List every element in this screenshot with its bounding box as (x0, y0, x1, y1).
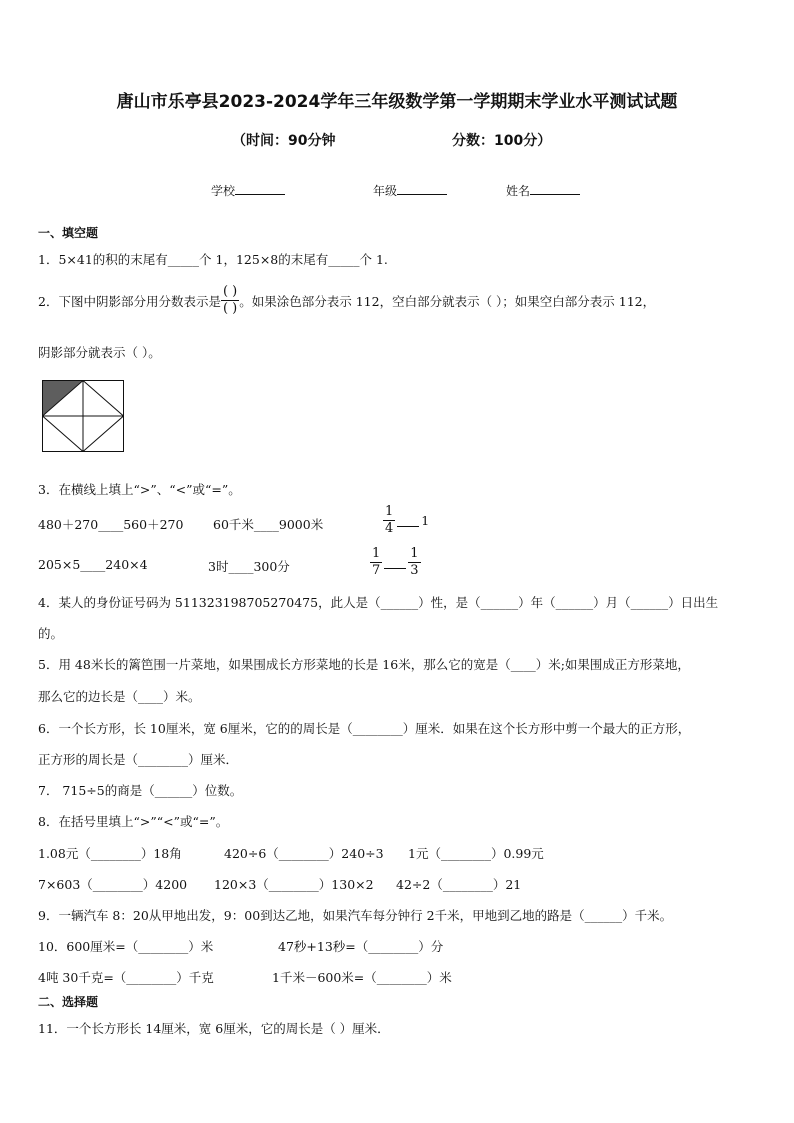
q3-row1-c-tail: 1 (421, 513, 430, 528)
section-2-title: 二、选择题 (38, 995, 99, 1009)
q8-row1-a: 1.08元（________）18角 (38, 846, 182, 861)
q10-d: 1千米－600米=（________）米 (272, 970, 452, 985)
q10-c: 4吨 30千克=（________）千克 (38, 970, 214, 985)
fraction-numerator: ( ) (222, 284, 238, 299)
q10-a: 10．600厘米=（________）米 (38, 939, 214, 954)
q8-row1-b: 420÷6（________）240÷3 (224, 846, 384, 861)
question-2-prefix: 2．下图中阴影部分用分数表示是 (38, 293, 221, 309)
grade-field (373, 182, 447, 199)
school-field (211, 182, 285, 199)
name-field (506, 182, 580, 199)
question-1: 1．5×41的积的末尾有_____个 1，125×8的末尾有_____个 1. (38, 252, 388, 267)
q3-row2-a: 205×5____240×4 (38, 557, 148, 572)
q3-row1-c (383, 504, 429, 537)
question-4-line-2: 的。 (38, 626, 64, 641)
fraction-denominator: 3 (410, 563, 419, 578)
q3-row1-a: 480＋270____560＋270 (38, 517, 184, 532)
q3-fraction-1-4 (383, 504, 395, 537)
name-label: 姓名 (506, 184, 531, 198)
question-2-suffix: 。如果涂色部分表示 112，空白部分就表示（ ）；如果空白部分表示 112， (239, 293, 656, 309)
square-diagram (42, 380, 124, 452)
question-2-fraction (221, 284, 239, 317)
q8-row2-c: 42÷2（________）21 (396, 877, 522, 892)
q3-fraction-1-3 (408, 546, 420, 579)
school-blank[interactable] (235, 182, 285, 195)
q10-b: 47秒+13秒=（________）分 (278, 939, 444, 954)
question-5-line-2: 那么它的边长是（____）米。 (38, 689, 201, 704)
fraction-numerator: 1 (385, 504, 394, 519)
question-5: 5．用 48米长的篱笆围一片菜地，如果围成长方形菜地的长是 16米，那么它的宽是（____）米;如果围成正方形菜地， (38, 657, 690, 672)
q3-row2-c-blank[interactable] (384, 556, 406, 569)
grade-blank[interactable] (397, 182, 447, 195)
question-4: 4．某人的身份证号码为 511323198705270475，此人是（______）性，是（______）年（______）月（______）日出生 (38, 595, 719, 610)
q8-row2-b: 120×3（________）130×2 (214, 877, 374, 892)
q3-fraction-1-7 (370, 546, 382, 579)
section-1-title: 一、填空题 (38, 226, 99, 240)
q8-row2-a: 7×603（________）4200 (38, 877, 188, 892)
fraction-denominator: 4 (385, 521, 394, 536)
page-title: 唐山市乐亭县2023-2024学年三年级数学第一学期期末学业水平测试试题 (116, 92, 678, 112)
question-6-line-2: 正方形的周长是（________）厘米． (38, 752, 239, 767)
q3-row1-b: 60千米____9000米 (213, 517, 324, 532)
exam-time: （时间：90分钟 (232, 133, 336, 149)
fraction-denominator: ( ) (222, 301, 238, 316)
question-8: 8．在括号里填上“>”“<”或“=”。 (38, 814, 229, 829)
question-2-line-2: 阴影部分就表示（ ）。 (38, 345, 161, 360)
question-2 (38, 284, 655, 317)
grade-label: 年级 (373, 184, 398, 198)
question-9: 9．一辆汽车 8：20从甲地出发，9：00到达乙地，如果汽车每分钟行 2千米，甲地到乙地的路是（______）千米。 (38, 908, 673, 923)
fraction-numerator: 1 (372, 546, 381, 561)
school-label: 学校 (211, 184, 236, 198)
q3-row1-c-blank[interactable] (397, 514, 419, 527)
fraction-numerator: 1 (410, 546, 419, 561)
exam-score: 分数：100分） (452, 133, 552, 149)
question-6: 6．一个长方形，长 10厘米，宽 6厘米，它的的周长是（________）厘米．如果在这个长方形中剪一个最大的正方形， (38, 721, 691, 736)
question-3: 3．在横线上填上“>”、“<”或“=”。 (38, 482, 241, 497)
q8-row1-c: 1元（________）0.99元 (408, 846, 544, 861)
q3-row2-c (370, 546, 421, 579)
question-11: 11．一个长方形长 14厘米，宽 6厘米，它的周长是（ ）厘米． (38, 1021, 390, 1036)
q3-row2-b: 3时____300分 (208, 559, 290, 574)
question-7: 7． 715÷5的商是（______）位数。 (38, 783, 243, 798)
name-blank[interactable] (530, 182, 580, 195)
fraction-denominator: 7 (372, 563, 381, 578)
